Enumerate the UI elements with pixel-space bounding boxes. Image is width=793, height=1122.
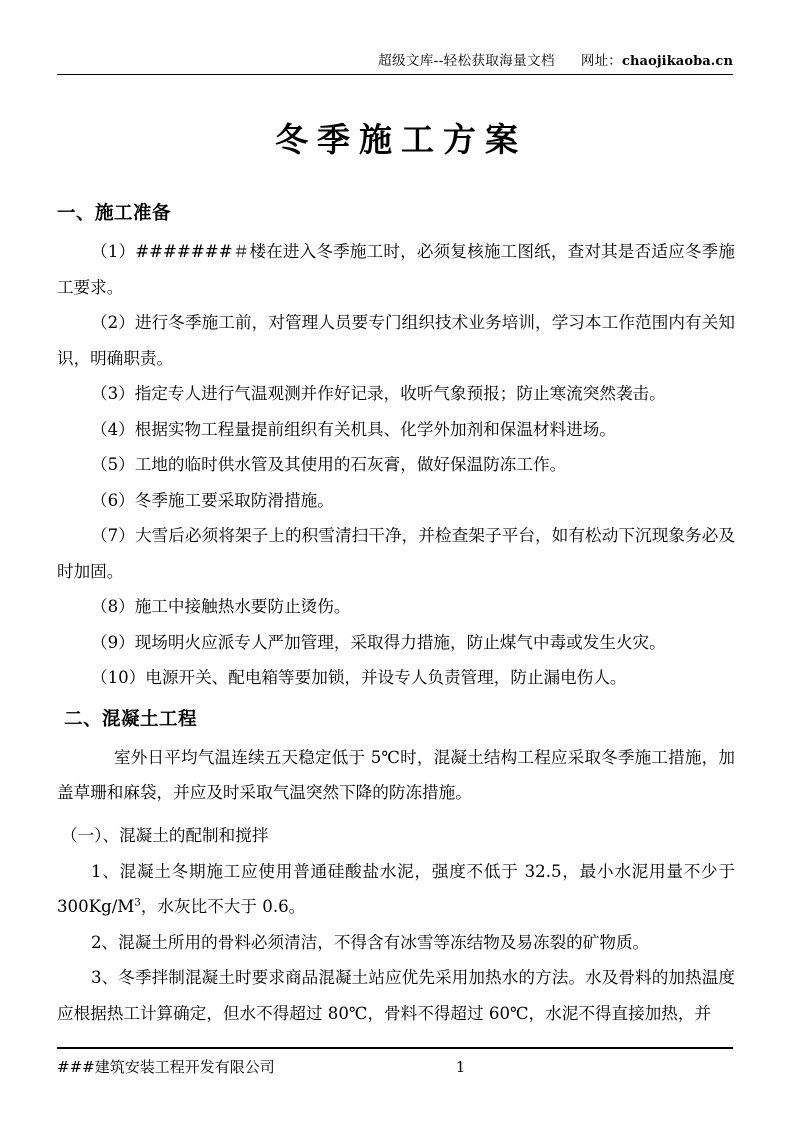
footer-page-number: 1	[455, 1058, 466, 1076]
section-heading-1: 一、施工准备	[57, 203, 172, 224]
header-divider	[57, 74, 733, 75]
section1-item-10: （10）电源开关、配电箱等要加锁，并设专人负责管理，防止漏电伤人。	[91, 668, 627, 687]
section-heading-2: 二、混凝土工程	[64, 708, 198, 730]
section1-item-9: （9）现场明火应派专人严加管理，采取得力措施，防止煤气中毒或发生火灾。	[91, 632, 666, 652]
section1-item-7: （7）大雪后必须将架子上的积雪清扫干净，并检查架子平台，如有松动下沉现象务必及时加固。	[57, 526, 735, 581]
header-url-label: 网址：	[580, 53, 622, 69]
section1-item-6: （6）冬季施工要采取防滑措施。	[91, 490, 334, 510]
document-body	[57, 190, 735, 1031]
footer-divider	[57, 1047, 733, 1049]
section1-item-1: （1）#######＃楼在进入冬季施工时，必须复核施工图纸，查对其是否适应冬季施工要求。	[57, 242, 735, 297]
section1-item-2: （2）进行冬季施工前，对管理人员要专门组织技术业务培训，学习本工作范围内有关知识，明确职责。	[57, 313, 735, 368]
section2-subsection-heading: （一）、混凝土的配制和搅拌	[61, 825, 269, 845]
section1-item-4: （4）根据实物工程量提前组织有关机具、化学外加剂和保温材料进场。	[91, 419, 616, 439]
section2-item-2: 2、混凝土所用的骨料必须清洁，不得含有冰雪等冻结物及易冻裂的矿物质。	[91, 932, 650, 952]
section2-item-1-text: 1、混凝土冬期施工应使用普通硅酸盐水泥，强度不低于 32.5，最小水泥用量不少于 $300Kg/M^3$，水灰比不大于 0.6。	[57, 861, 735, 916]
header-url: chaojikaoba.cn	[621, 54, 733, 69]
section1-item-3: （3）指定专人进行气温观测并作好记录，收听气象预报；防止寒流突然袭击。	[91, 384, 666, 403]
page-footer	[57, 1047, 733, 1080]
footer-content	[57, 1054, 733, 1080]
page-header	[57, 52, 733, 75]
document-title: 冬季施工方案	[275, 120, 527, 159]
section2-intro: 室外日平均气温连续五天稳定低于 5℃时，混凝土结构工程应采取冬季施工措施，加盖草珊和麻袋，并应及时采取气温突然下降的防冻措施。	[57, 747, 735, 802]
footer-company-name: ###建筑安装工程开发有限公司	[57, 1058, 275, 1076]
section1-item-5: （5）工地的临时供水管及其使用的石灰膏，做好保温防冻工作。	[91, 455, 567, 474]
section1-item-8: （8）施工中接触热水要防止烫伤。	[91, 597, 351, 616]
section2-item-3: 3、冬季拌制混凝土时要求商品混凝土站应优先采用加热水的方法。水及骨料的加热温度应根据热工计算确定，但水不得超过 80℃，骨料不得超过 60℃，水泥不得直接加热，并	[57, 968, 735, 1023]
header-text-row	[57, 52, 733, 73]
header-site-title: 超级文库--轻松获取海量文档	[378, 53, 555, 69]
section2-item-1	[57, 854, 735, 925]
